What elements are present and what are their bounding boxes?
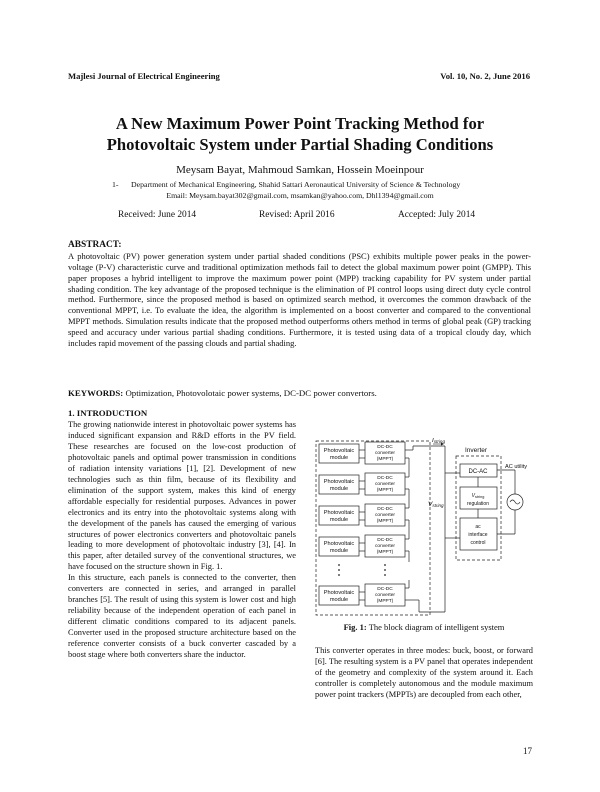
- paper-title: [40, 113, 560, 155]
- issue-info: Vol. 10, No. 2, June 2016: [440, 71, 530, 81]
- converter-label: DC-DC: [377, 445, 393, 450]
- journal-name: Majlesi Journal of Electrical Engineering: [68, 71, 220, 81]
- dc-ac-label: DC-AC: [468, 469, 488, 475]
- right-column: [315, 646, 533, 701]
- converter-label: DC-DC: [377, 476, 393, 481]
- accepted-date: Accepted: July 2014: [398, 210, 476, 220]
- pv-converter-row: [319, 504, 405, 526]
- series-wiring: [405, 446, 445, 612]
- string-bus: [413, 443, 460, 613]
- pv-converter-row: [319, 584, 405, 606]
- converter-label: DC-DC: [377, 538, 393, 543]
- v-string-label: Vstring: [428, 501, 444, 508]
- section-heading-introduction: 1. INTRODUCTION: [68, 408, 148, 418]
- intro-paragraph-2: In this structure, each panels is connected to the converter, then converters are connected in series, and arranged in parallel branches [5]. The result of using this system is lower cost and high reliability because of the independent operation of each panel in different climatic conditions compared to its adjacent panels. Converter used in the proposed structure architecture based on the reference converter consists of a buck converter cascaded by a boost stage where both converters share the inductor.: [68, 573, 296, 660]
- converter-label: (MPPT): [376, 457, 394, 462]
- inverter-label: Inverter: [465, 447, 488, 454]
- ac-interface-label: ac: [475, 524, 481, 530]
- figure-caption-text: The block diagram of intelligent system: [368, 622, 505, 632]
- pv-module-label: Photovoltaic: [323, 590, 355, 596]
- affiliation-text: Department of Mechanical Engineering, Shahid Sattari Aeronautical University of Science & Technology: [131, 180, 461, 189]
- figure-caption-label: Fig. 1:: [343, 622, 367, 632]
- pv-converter-row: [319, 473, 405, 495]
- vstring-regulation-label: $V_{string}$: [471, 493, 485, 499]
- converter-label: (MPPT): [376, 519, 394, 524]
- pv-module-label: module: [329, 597, 349, 603]
- abstract-heading: ABSTRACT:: [68, 240, 122, 250]
- ac-interface-label: interface: [468, 532, 488, 538]
- email-line: Email: Meysam.bayat302@gmail.com, msamkan@yahoo.com, Dhl1394@gmail.com: [166, 191, 434, 200]
- pv-module-label: Photovoltaic: [323, 541, 355, 547]
- continuation-dots: [338, 564, 386, 576]
- intro-paragraph-3: This converter operates in three modes: buck, boost, or forward [6]. The resulting system is a PV panel that operates independent of the geometry and complexity of the system around it. Each controller is completely autonomous and the module maximum power point trackers (MPPTs) are decoupled from each other,: [315, 646, 533, 699]
- vstring-regulation-label: regulation: [467, 501, 489, 507]
- pv-module-label: Photovoltaic: [323, 510, 355, 516]
- ac-interface-label: control: [470, 540, 486, 546]
- pv-module-label: module: [329, 486, 349, 492]
- title-line-1: A New Maximum Power Point Tracking Method for: [115, 114, 485, 133]
- page-number: 17: [523, 746, 532, 756]
- converter-label: (MPPT): [376, 599, 394, 604]
- pv-module-label: module: [329, 548, 349, 554]
- converter-label: (MPPT): [376, 488, 394, 493]
- keywords-text: Optimization, Photovolotaic power systems, DC-DC power convertors.: [125, 388, 377, 398]
- pv-converter-row: [319, 442, 405, 464]
- i-string-label: Istring: [432, 438, 446, 444]
- revised-date: Revised: April 2016: [259, 210, 335, 220]
- ac-utility-label: AC utility: [505, 464, 528, 470]
- converter-label: converter: [375, 482, 395, 487]
- converter-label: converter: [375, 451, 395, 456]
- keywords-label: KEYWORDS:: [68, 388, 124, 398]
- left-column: [68, 420, 296, 661]
- pv-module-label: Photovoltaic: [323, 479, 355, 485]
- converter-label: converter: [375, 513, 395, 518]
- converter-label: DC-DC: [377, 587, 393, 592]
- affiliation-number: 1-: [112, 180, 119, 189]
- pv-string-frame: [316, 441, 430, 615]
- abstract-text: A photovoltaic (PV) power generation system under partial shaded conditions (PSC) exhibits multiple power peaks in the power-voltage (P-V) characteristic curve and traditional optimization methods fail to detect the global maximum power point (GMPP). This paper proposes a hybrid intelligent to improve the maximum power point (MPP) tracking capability for PV system under partial shading condition. The key advantage of the proposed technique is the elimination of PI control loops using direct duty cycle control method. Furthermore, since the proposed method is based on optimized search method, it overcomes the common drawback of the conventional MPPT, i.e. To evaluate the idea, the algorithm is implemented on a boost converter and compared to the conventional MPPT methods. Simulation results indicate that the proposed method outperforms others method in terms of global peak (GP) tracking speed and accuracy under various partial shading conditions. Furthermore, it is tested using data of a tropical cloudy day, which includes rapid movement of the passing clouds and partial shading.: [68, 251, 531, 348]
- authors: Meysam Bayat, Mahmoud Samkan, Hossein Moeinpour: [176, 164, 424, 176]
- title-line-2: Photovoltaic System under Partial Shading Conditions: [106, 135, 494, 154]
- pv-module-label: module: [329, 455, 349, 461]
- pv-module-label: module: [329, 517, 349, 523]
- keywords: [68, 388, 377, 398]
- converter-label: DC-DC: [377, 507, 393, 512]
- pv-converter-row: [319, 535, 405, 557]
- pv-module-label: Photovoltaic: [323, 448, 355, 454]
- converter-label: converter: [375, 544, 395, 549]
- figure-caption: [315, 622, 533, 632]
- received-date: Received: June 2014: [118, 210, 197, 220]
- converter-label: (MPPT): [376, 550, 394, 555]
- intro-paragraph-1: The growing nationwide interest in photovoltaic power systems has induced significant expansion and R&D efforts in the PV field. These researches are focused on the low-cost production of photovoltaic panels and optimal power transmission in conditions of radiation intensity variations [1], [2]. Development of new technologies such as thin film, because of its flexibility and elimination of the support system, makes this kind of energy affordable especially for residential purposes. Advances in power electronics and its entry into the photovoltaic systems along with the development of the panels has caused the emerging of various structures of power electronics converters and photovoltaic panels leading to more development of photovoltaic industry [3], [4]. In this paper, after detailed survey of the conventional structures, we have focused on the structure shown in Fig. 1.: [68, 420, 296, 572]
- converter-label: converter: [375, 593, 395, 598]
- block-diagram-figure: [315, 438, 533, 618]
